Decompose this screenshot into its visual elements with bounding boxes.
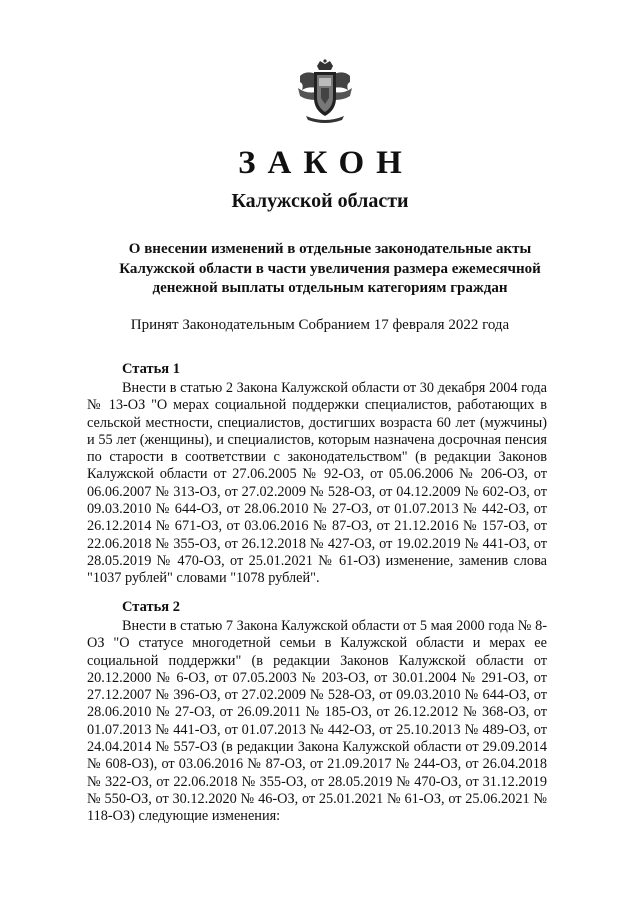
- adoption-line: Принят Законодательным Собранием 17 февраля 2022 года: [130, 317, 510, 333]
- article-1-title: Статья 1: [122, 361, 180, 377]
- region-subtitle: Калужской области: [231, 190, 409, 212]
- coat-of-arms-icon: [296, 58, 354, 124]
- document-type-title: ЗАКОН: [238, 145, 414, 181]
- law-heading: О внесении изменений в отдельные законодательные акты Калужской области в части увеличения размера ежемесячной денежной выплаты отдельным категориям граждан: [119, 241, 541, 297]
- article-1-text: Внести в статью 2 Закона Калужской области от 30 декабря 2004 года № 13-ОЗ "О мерах социальной поддержки специалистов, работающих в сельской местности, специалистов, достигших возраста 60 лет (мужчины) и 55 лет (женщины), и специалистов, которым назначена досрочная пенсия по старости в соответствии с законодательством" (в редакции Законов Калужской области от 27.06.2005 № 92-ОЗ, от 05.06.2006 № 206-ОЗ, от 06.06.2007 № 313-ОЗ, от 27.02.2009 № 528-ОЗ, от 04.12.2009 № 602-ОЗ, от 09.03.2010 № 644-ОЗ, от 28.06.2010 № 27-ОЗ, от 01.07.2013 № 442-ОЗ, от 26.12.2014 № 671-ОЗ, от 03.06.2016 № 87-ОЗ, от 21.12.2016 № 157-ОЗ, от 22.06.2018 № 355-ОЗ, от 26.12.2018 № 427-ОЗ, от 19.02.2019 № 441-ОЗ, от 28.05.2019 № 470-ОЗ, от 25.01.2021 № 61-ОЗ) изменение, заменив слова "1037 рублей" словами "1078 рублей".: [87, 380, 547, 587]
- article-2-text: Внести в статью 7 Закона Калужской области от 5 мая 2000 года № 8-ОЗ "О статусе многодетной семьи в Калужской области и мерах ее социальной поддержки" (в редакции Законов Калужской области от 20.12.2000 № 6-ОЗ, от 07.05.2003 № 203-ОЗ, от 30.01.2004 № 291-ОЗ, от 27.12.2007 № 396-ОЗ, от 27.02.2009 № 528-ОЗ, от 09.03.2010 № 644-ОЗ, от 28.06.2010 № 27-ОЗ, от 26.09.2011 № 185-ОЗ, от 26.12.2012 № 368-ОЗ, от 01.07.2013 № 441-ОЗ, от 01.07.2013 № 442-ОЗ, от 25.10.2013 № 489-ОЗ, от 24.04.2014 № 557-ОЗ (в редакции Закона Калужской области от 29.09.2014 № 608-ОЗ), от 03.06.2016 № 87-ОЗ, от 21.09.2017 № 244-ОЗ, от 26.04.2018 № 322-ОЗ, от 22.06.2018 № 355-ОЗ, от 28.05.2019 № 470-ОЗ, от 31.12.2019 № 550-ОЗ, от 30.12.2020 № 46-ОЗ, от 25.01.2021 № 61-ОЗ, от 25.06.2021 № 118-ОЗ) следующие изменения:: [87, 618, 547, 825]
- article-2-title: Статья 2: [122, 599, 180, 615]
